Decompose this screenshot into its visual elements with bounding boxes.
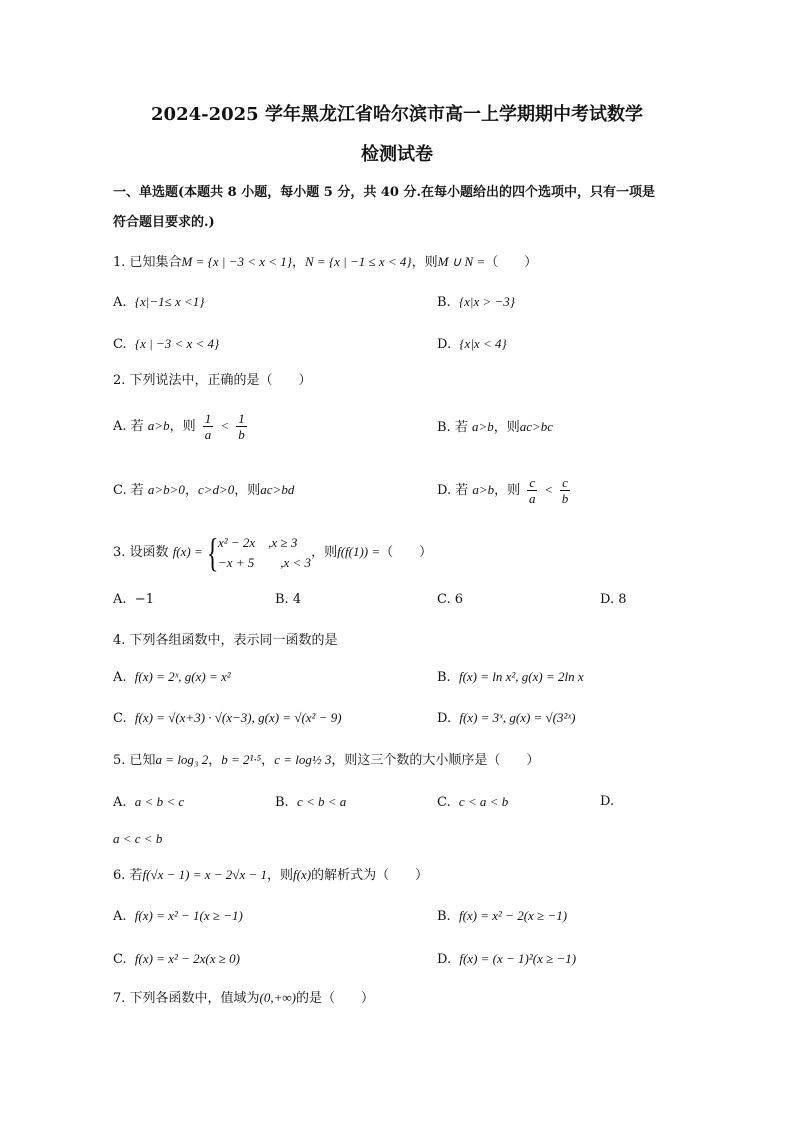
option-content: a < b < c [134, 794, 185, 809]
option-label: B. [275, 795, 289, 810]
q7-range: (0,+∞) [259, 990, 296, 1005]
q1-comma: ， [291, 255, 305, 270]
option-content: −1 [134, 592, 154, 607]
option-label: A. [113, 592, 127, 607]
option-condition: c>d>0 [197, 482, 235, 497]
q1-then: ，则 [411, 255, 438, 270]
option-condition: a>b [471, 419, 494, 434]
denominator: a [528, 491, 536, 506]
q6-option-a [113, 907, 243, 926]
denominator: b [561, 491, 569, 506]
q3-then: ，则 [311, 545, 338, 560]
q5-option-d-label: D. [600, 794, 615, 809]
option-content: {x | −3 < x < 4} [134, 336, 220, 351]
fraction-1-over-a [203, 411, 214, 442]
q3-option-d [600, 591, 627, 609]
less-than: < [544, 482, 554, 497]
option-label: B. [437, 670, 451, 685]
option-label: C. [437, 592, 451, 607]
fraction-1-over-b [236, 411, 247, 442]
option-content: {x|x > −3} [458, 294, 516, 309]
option-label: C. [437, 795, 451, 810]
option-label: B. [437, 909, 451, 924]
option-content: f(x) = x² − 1(x ≥ −1) [134, 908, 243, 923]
option-label: B. [275, 592, 289, 607]
q6-option-d [437, 950, 576, 969]
option-content: a < c < b [113, 831, 163, 846]
option-content: f(x) = ln x², g(x) = 2ln x [458, 669, 584, 684]
separator: ， [261, 753, 275, 768]
q4-option-a [113, 668, 231, 687]
q3-option-c [437, 591, 463, 609]
option-content: {x|−1≤ x <1} [134, 294, 205, 309]
numerator: c [529, 475, 536, 490]
q2-option-d [437, 472, 573, 509]
q3-text: 3. 设函数 [113, 545, 169, 560]
option-content: {x|x < 4} [459, 336, 507, 351]
numerator: 1 [238, 411, 245, 426]
question-6-stem [113, 866, 428, 885]
q3-option-a [113, 591, 154, 609]
q4-option-b [437, 668, 584, 687]
option-condition: a>b [472, 482, 495, 497]
option-result: ac>bd [260, 482, 295, 497]
q5-text: 5. 已知 [113, 753, 156, 768]
option-label: A. [113, 295, 127, 310]
exam-title-line1: 2024-2025 学年黑龙江省哈尔滨市高一上学期期中考试数学 [151, 104, 643, 125]
denominator: b [238, 427, 245, 442]
option-label: B. [437, 295, 451, 310]
piecewise-case-2: −x + 5 ,x < 3 [217, 554, 312, 570]
option-label: D. [437, 952, 452, 967]
question-7-stem [113, 989, 374, 1008]
piecewise-brace: { [206, 529, 219, 575]
option-then: ，则 [493, 420, 520, 435]
denominator: a [204, 427, 212, 442]
q6-tail: 的解析式为（ ） [311, 868, 429, 883]
q6-option-c [113, 950, 240, 969]
less-than: < [220, 418, 230, 433]
q6-function: f(x) [293, 867, 312, 882]
q6-text: 6. 若 [113, 868, 143, 883]
separator: ， [208, 753, 222, 768]
option-content: 8 [618, 592, 627, 607]
option-label: D. [437, 337, 452, 352]
q7-text: 7. 下列各函数中，值域为 [113, 991, 260, 1006]
piecewise-case-1: x² − 2x ,x ≥ 3 [217, 534, 298, 550]
q1-set-m: M = {x | −3 < x < 1} [181, 254, 292, 269]
question-2-stem: 2. 下列说法中，正确的是（ ） [113, 373, 312, 388]
option-label: A. 若 [113, 419, 144, 434]
q2-option-b [437, 418, 553, 437]
question-5-stem [113, 751, 539, 770]
q5-a: a = log₃ 2 [155, 752, 209, 767]
q7-tail: 的是（ ） [296, 991, 375, 1006]
option-label: C. [113, 952, 127, 967]
q1-option-d [437, 335, 507, 354]
option-condition: a>b [147, 418, 170, 433]
option-content: c < a < b [458, 794, 509, 809]
option-then: ，则 [494, 483, 521, 498]
fraction-c-over-b [560, 475, 570, 506]
option-content: f(x) = x² − 2(x ≥ −1) [458, 908, 568, 923]
q1-text: 1. 已知集合 [113, 255, 182, 270]
option-label: B. 若 [437, 420, 468, 435]
q4-option-d [437, 709, 575, 728]
option-label: D. [437, 711, 452, 726]
q4-option-c [113, 709, 342, 728]
option-content: c < b < a [296, 794, 347, 809]
option-content: f(x) = (x − 1)²(x ≥ −1) [459, 951, 577, 966]
question-3-stem [113, 530, 432, 575]
option-content: f(x) = √(x+3) · √(x−3), g(x) = √(x² − 9) [134, 710, 342, 725]
option-label: A. [113, 909, 127, 924]
section-heading-cont: 符合题目要求的.) [113, 215, 215, 230]
q1-expression: M ∪ N = [437, 254, 486, 269]
q2-option-a [113, 408, 250, 445]
q1-answer-paren: （ ） [485, 255, 538, 270]
q5-option-b [275, 793, 346, 812]
numerator: c [562, 475, 568, 490]
q3-option-b [275, 591, 301, 609]
option-then: ，则 [169, 419, 196, 434]
q1-set-n: N = {x | −1 ≤ x < 4} [305, 254, 412, 269]
q3-function: f(x) = [172, 544, 203, 559]
q1-option-a [113, 293, 205, 312]
q3-answer-paren: （ ） [380, 545, 433, 560]
numerator: 1 [204, 411, 212, 426]
section-heading: 一、单选题(本题共 8 小题，每小题 5 分，共 40 分.在每小题给出的四个选项中，只有一项是 [113, 185, 656, 200]
q5-b: b = 2¹·⁵ [221, 752, 262, 767]
question-4-stem: 4. 下列各组函数中，表示同一函数的是 [113, 633, 338, 648]
question-1-stem [113, 253, 537, 272]
option-content: f(x) = 3ˣ, g(x) = √(3²ˣ) [459, 710, 576, 725]
option-label: C. [113, 711, 127, 726]
option-content: f(x) = 2ˣ, g(x) = x² [134, 669, 231, 684]
q1-option-c [113, 335, 219, 354]
option-result: ac>bc [519, 419, 554, 434]
q3-expression: f(f(1)) = [337, 544, 381, 559]
option-condition: a>b>0 [147, 482, 185, 497]
piecewise-cases [218, 533, 311, 573]
q2-option-c [113, 481, 294, 500]
option-label: A. [113, 670, 127, 685]
option-label: D. 若 [437, 483, 469, 498]
option-content: 4 [292, 592, 302, 607]
q5-tail: ，则这三个数的大小顺序是（ ） [331, 753, 540, 768]
q6-option-b [437, 907, 567, 926]
q5-option-a [113, 793, 184, 812]
option-then: ，则 [234, 483, 261, 498]
q6-then: ，则 [267, 868, 294, 883]
q5-option-c [437, 793, 508, 812]
separator: ， [184, 483, 198, 498]
option-label: A. [113, 795, 127, 810]
exam-title-line2: 检测试卷 [361, 144, 433, 165]
option-label: C. [113, 337, 127, 352]
q1-option-b [437, 293, 515, 312]
option-label: D. [600, 592, 615, 607]
q5-c: c = log½ 3 [274, 752, 332, 767]
option-label: C. 若 [113, 483, 144, 498]
option-content: f(x) = x² − 2x(x ≥ 0) [134, 951, 240, 966]
fraction-c-over-a [527, 475, 537, 506]
q5-option-d [113, 830, 162, 849]
q6-expression: f(√x − 1) = x − 2√x − 1 [142, 867, 267, 882]
option-content: 6 [454, 592, 464, 607]
